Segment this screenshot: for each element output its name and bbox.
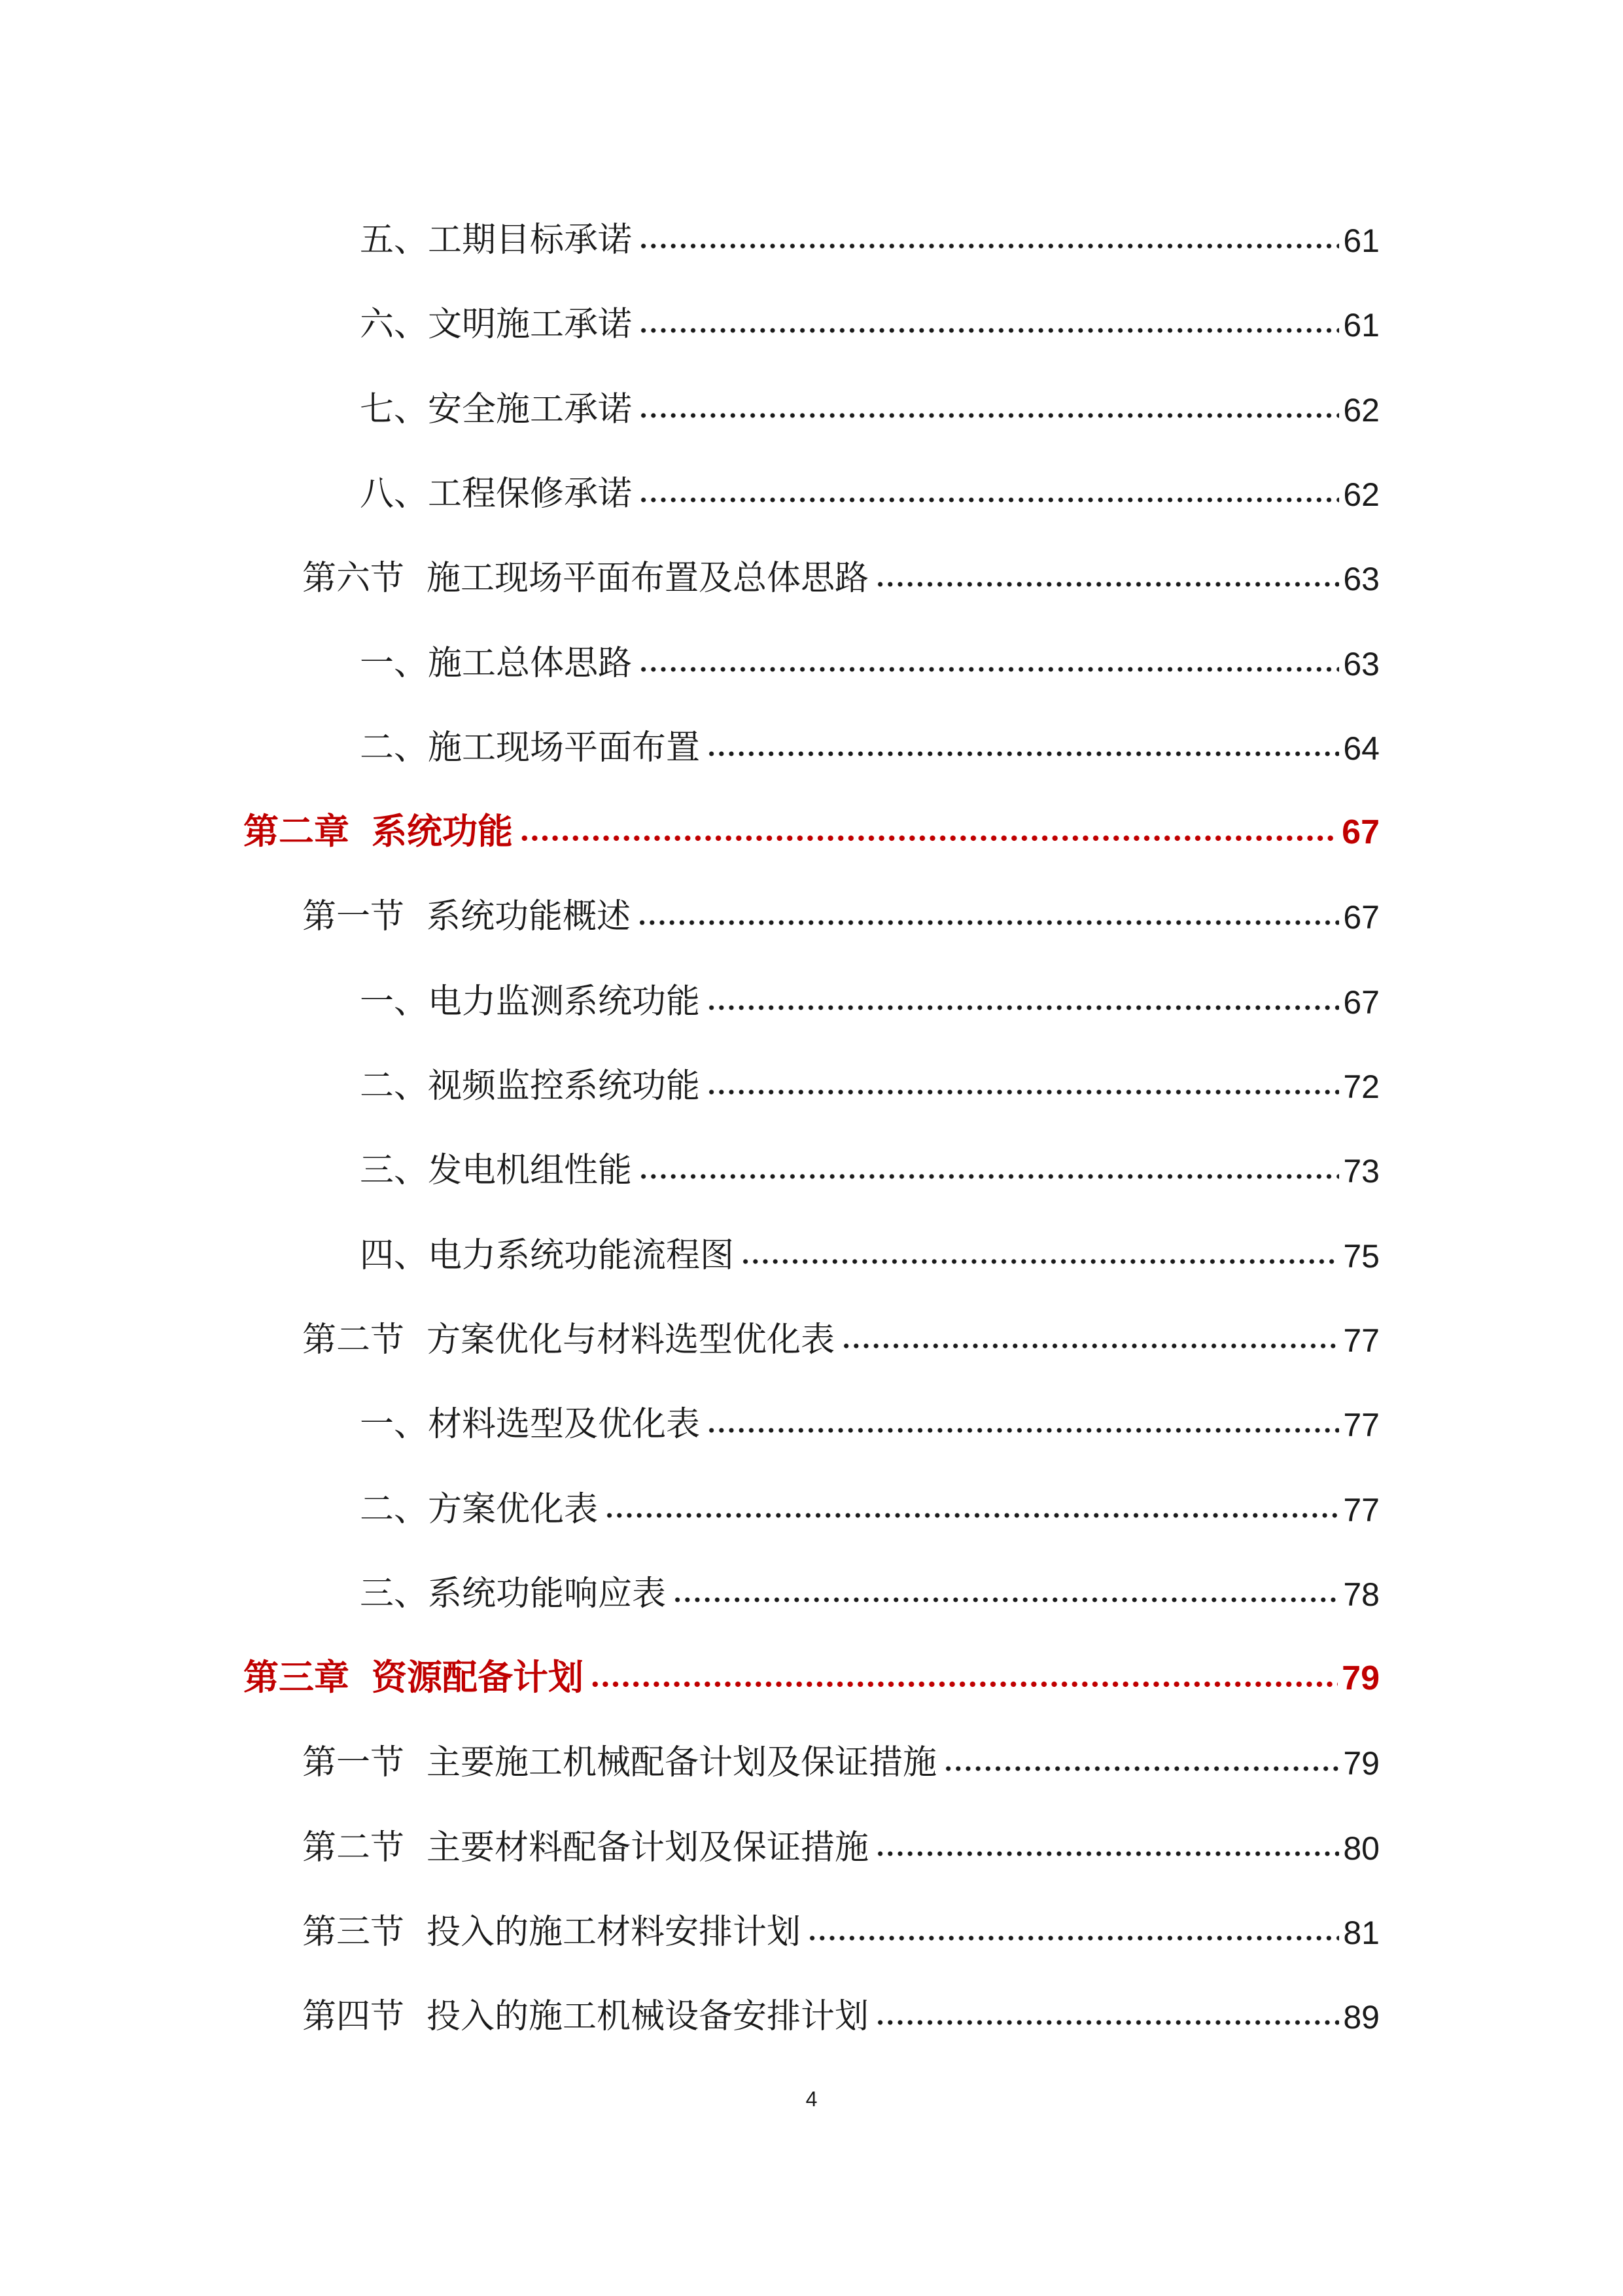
toc-entry-page: 78 <box>1343 1576 1380 1613</box>
toc-entry-page: 89 <box>1343 1999 1380 2036</box>
toc-entry-page: 77 <box>1343 1322 1380 1359</box>
toc-entry-title: 二、视频监控系统功能 <box>360 1067 701 1106</box>
toc-subsection-entry[interactable] <box>360 1468 1380 1527</box>
dot-leader <box>638 1173 1339 1180</box>
dot-leader <box>638 666 1339 673</box>
dot-leader <box>707 1004 1339 1011</box>
toc-entry-title: 三、系统功能响应表 <box>360 1574 667 1614</box>
dot-leader <box>638 327 1339 334</box>
dot-leader <box>707 1427 1339 1434</box>
toc-chapter-entry[interactable] <box>243 790 1380 852</box>
toc-entry-label <box>360 728 707 768</box>
toc-entry-page: 73 <box>1343 1153 1380 1190</box>
dot-leader <box>875 1850 1339 1857</box>
toc-entry-title: 施工现场平面布置及总体思路 <box>427 559 869 598</box>
toc-entry-page: 63 <box>1343 561 1380 597</box>
toc-entry-title: 一、电力监测系统功能 <box>360 982 701 1021</box>
toc-subsection-entry[interactable] <box>360 283 1380 342</box>
toc-entry-number: 第二节 <box>302 1320 405 1360</box>
toc-entry-title: 三、发电机组性能 <box>360 1151 633 1190</box>
toc-entry-label <box>360 1492 604 1527</box>
dot-leader <box>875 581 1339 588</box>
toc-entry-label <box>243 811 519 852</box>
toc-entry-page: 64 <box>1343 730 1380 767</box>
toc-entry-label <box>302 1913 807 1952</box>
toc-entry-title: 四、电力系统功能流程图 <box>360 1236 735 1275</box>
toc-entry-label <box>360 1405 707 1444</box>
dot-leader <box>638 243 1339 249</box>
toc-entry-title: 六、文明施工承诺 <box>360 305 633 344</box>
toc-entry-label <box>302 1743 943 1782</box>
toc-entry-page: 79 <box>1343 1745 1380 1782</box>
toc-entry-label <box>302 1997 875 2036</box>
toc-subsection-entry[interactable] <box>360 368 1380 427</box>
toc-entry-page: 72 <box>1343 1069 1380 1105</box>
dot-leader <box>807 1935 1339 1941</box>
dot-leader <box>741 1258 1339 1265</box>
toc-entry-label <box>360 1151 638 1190</box>
dot-leader <box>604 1512 1339 1519</box>
toc-entry-page: 80 <box>1343 1830 1380 1867</box>
toc-entry-title: 主要材料配备计划及保证措施 <box>427 1828 869 1867</box>
dot-leader <box>638 497 1339 503</box>
toc-entry-page: 67 <box>1343 899 1380 936</box>
toc-entry-title: 系统功能概述 <box>427 897 631 936</box>
toc-subsection-entry[interactable] <box>360 198 1380 260</box>
toc-entry-title: 投入的施工机械设备安排计划 <box>427 1997 869 2036</box>
toc-entry-number: 第三节 <box>302 1913 405 1952</box>
toc-entry-title: 八、工程保修承诺 <box>360 474 633 514</box>
toc-entry-number: 第二章 <box>243 811 349 852</box>
toc-entry-page: 81 <box>1343 1915 1380 1951</box>
toc-entry-label <box>360 221 638 260</box>
toc-entry-label <box>360 474 638 514</box>
dot-leader <box>943 1765 1339 1772</box>
toc-entry-page: 67 <box>1343 984 1380 1021</box>
toc-entry-label <box>360 305 638 344</box>
toc-entry-number: 第六节 <box>302 559 405 598</box>
toc-entry-page: 62 <box>1343 392 1380 429</box>
toc-entry-label <box>302 1828 875 1867</box>
dot-leader <box>672 1597 1339 1603</box>
toc-entry-title: 资源配备计划 <box>372 1657 584 1698</box>
toc-entry-page: 61 <box>1343 222 1380 259</box>
toc-entry-label <box>243 1657 590 1698</box>
toc-entry-page: 75 <box>1343 1238 1380 1275</box>
toc-section-entry[interactable] <box>302 1806 1380 1865</box>
toc-entry-title: 主要施工机械配备计划及保证措施 <box>427 1743 937 1782</box>
toc-section-entry[interactable] <box>302 875 1380 934</box>
toc-entry-number: 第一节 <box>302 1743 405 1782</box>
toc-chapter-entry[interactable] <box>243 1636 1380 1698</box>
toc-entry-label <box>360 1067 707 1106</box>
toc-entry-number: 第一节 <box>302 897 405 936</box>
toc-entry-page: 61 <box>1343 307 1380 344</box>
toc-entry-label <box>360 390 638 429</box>
toc-subsection-entry[interactable] <box>360 1383 1380 1444</box>
toc-entry-label <box>360 1236 741 1275</box>
toc-section-entry[interactable] <box>302 537 1380 598</box>
toc-entry-title: 一、材料选型及优化表 <box>360 1405 701 1444</box>
toc-entry-label <box>302 1320 841 1360</box>
toc-subsection-entry[interactable] <box>360 452 1380 514</box>
toc-entry-label <box>302 559 875 598</box>
toc-subsection-entry[interactable] <box>360 1214 1380 1273</box>
toc-subsection-entry[interactable] <box>360 1129 1380 1188</box>
toc-entry-label <box>302 897 637 936</box>
toc-entry-page: 63 <box>1343 646 1380 682</box>
dot-leader <box>841 1343 1339 1349</box>
toc-section-entry[interactable] <box>302 1721 1380 1780</box>
toc-entry-page: 77 <box>1343 1407 1380 1443</box>
toc-entry-page: 62 <box>1343 476 1380 513</box>
toc-subsection-entry[interactable] <box>360 706 1380 768</box>
toc-subsection-entry[interactable] <box>360 960 1380 1019</box>
toc-entry-title: 二、施工现场平面布置 <box>360 728 701 768</box>
toc-section-entry[interactable] <box>302 1890 1380 1952</box>
toc-entry-number: 第二节 <box>302 1828 405 1867</box>
toc-entry-title: 七、安全施工承诺 <box>360 390 633 429</box>
dot-leader <box>707 1089 1339 1095</box>
toc-entry-label <box>360 982 707 1021</box>
toc-entry-label <box>360 1574 672 1614</box>
toc-entry-title: 系统功能 <box>372 811 513 852</box>
toc-subsection-entry[interactable] <box>360 1044 1380 1106</box>
toc-entry-page: 67 <box>1342 813 1380 851</box>
page-number: 4 <box>805 2087 818 2111</box>
toc-subsection-entry[interactable] <box>360 1552 1380 1614</box>
toc-entry-title: 二、方案优化表 <box>360 1490 599 1529</box>
dot-leader <box>875 2019 1339 2026</box>
toc-entry-page: 79 <box>1342 1659 1380 1697</box>
dot-leader <box>707 751 1339 757</box>
dot-leader <box>590 1681 1338 1687</box>
toc-section-entry[interactable] <box>302 1975 1380 2034</box>
toc-entry-title: 一、施工总体思路 <box>360 644 633 683</box>
toc-entry-title: 投入的施工材料安排计划 <box>427 1913 801 1952</box>
toc-subsection-entry[interactable] <box>360 622 1380 683</box>
toc-entry-number: 第三章 <box>243 1657 349 1698</box>
dot-leader <box>638 412 1339 419</box>
dot-leader <box>519 835 1338 841</box>
toc-entry-title: 方案优化与材料选型优化表 <box>427 1320 835 1360</box>
toc-entry-title: 五、工期目标承诺 <box>360 221 633 260</box>
toc-entry-page: 77 <box>1343 1492 1380 1528</box>
toc-entry-number: 第四节 <box>302 1997 405 2036</box>
dot-leader <box>637 919 1339 926</box>
toc-section-entry[interactable] <box>302 1298 1380 1360</box>
toc-entry-label <box>360 644 638 683</box>
